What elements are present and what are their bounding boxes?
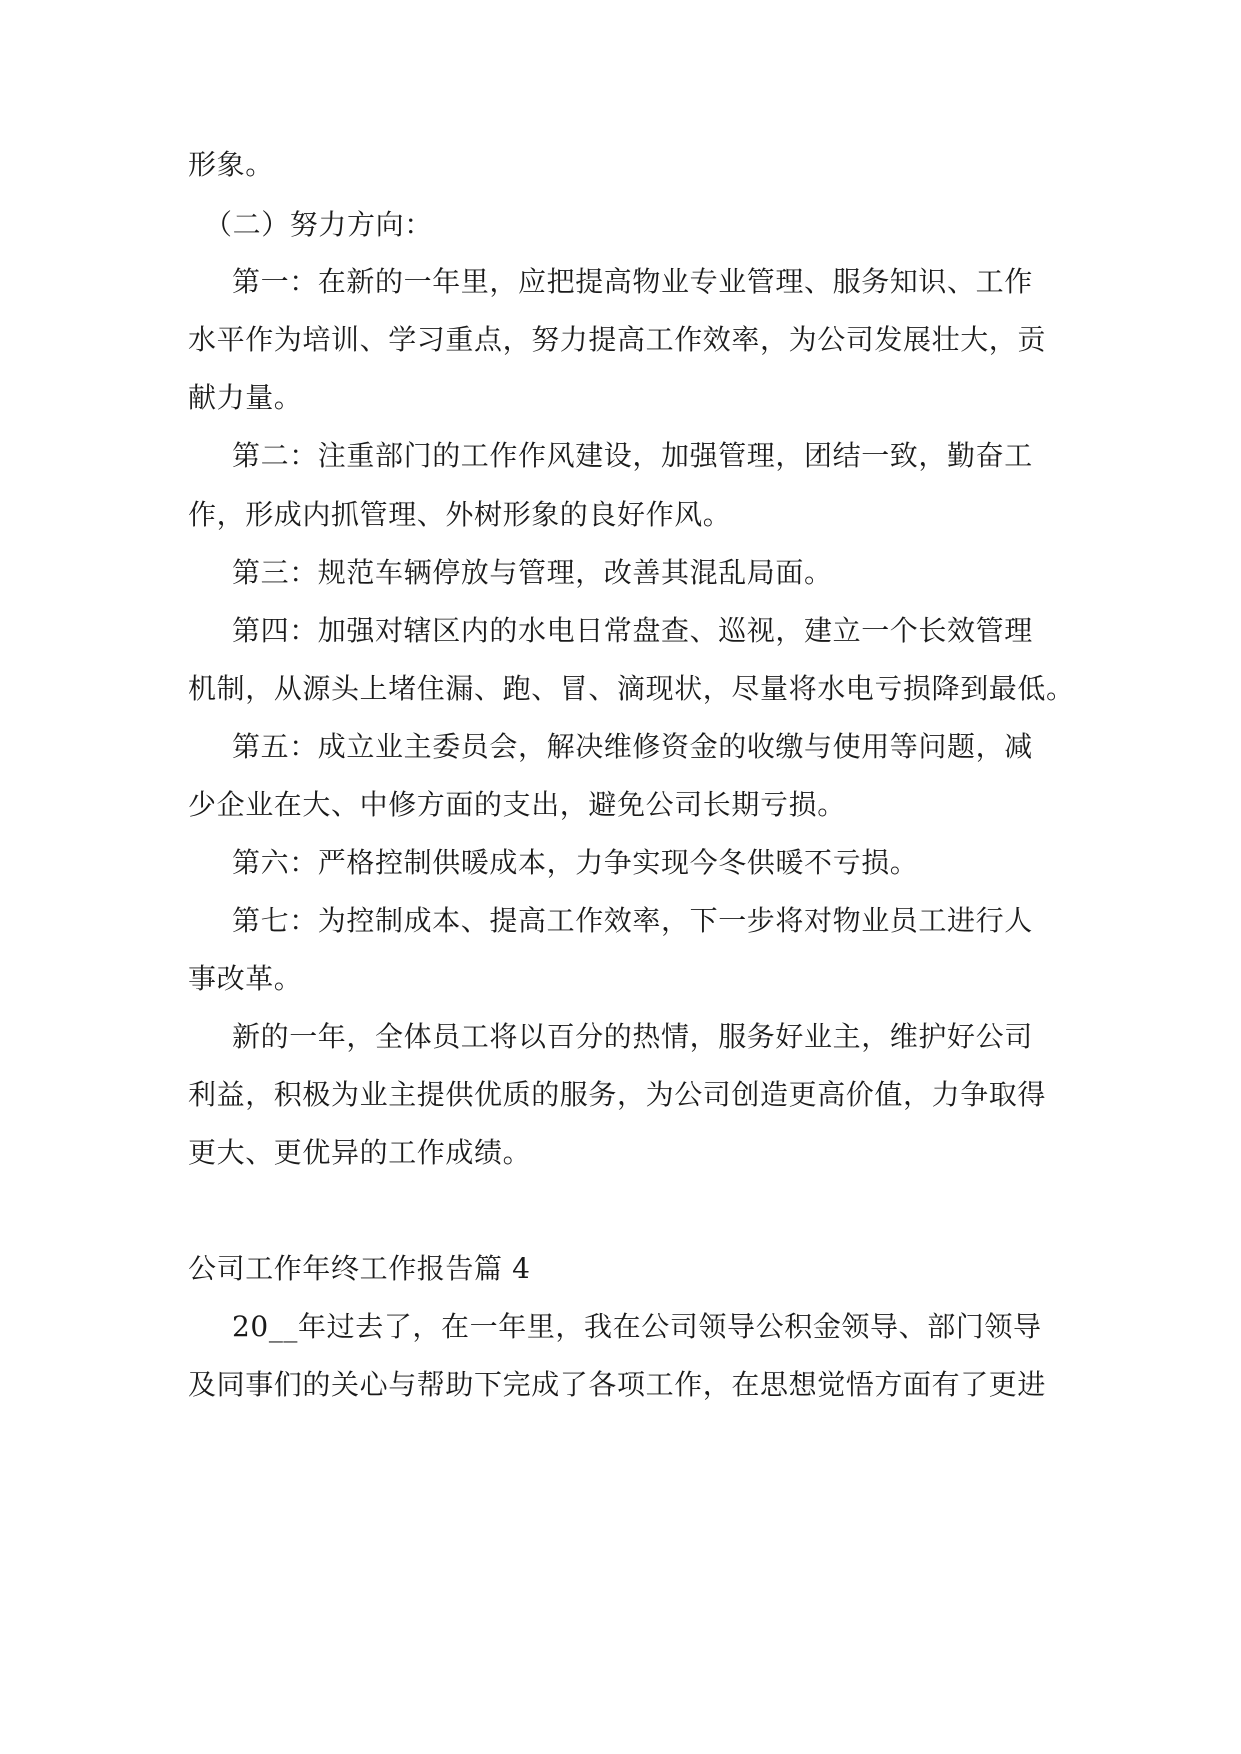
paragraph-line: 第四：加强对辖区内的水电日常盘查、巡视，建立一个长效管理	[232, 614, 1033, 647]
article-title: 公司工作年终工作报告篇 4	[188, 1252, 531, 1285]
paragraph-line: 水平作为培训、学习重点，努力提高工作效率，为公司发展壮大，贡	[188, 323, 1047, 356]
paragraph-line: 第六：严格控制供暖成本，力争实现今冬供暖不亏损。	[232, 846, 919, 879]
paragraph-line: 形象。	[188, 148, 274, 181]
paragraph-line: 第一：在新的一年里，应把提高物业专业管理、服务知识、工作	[232, 265, 1033, 298]
paragraph-line: 新的一年，全体员工将以百分的热情，服务好业主，维护好公司	[232, 1020, 1033, 1053]
paragraph-line: 作，形成内抓管理、外树形象的良好作风。	[188, 498, 732, 531]
paragraph-line: 少企业在大、中修方面的支出，避免公司长期亏损。	[188, 788, 846, 821]
paragraph-line: 第二：注重部门的工作作风建设，加强管理，团结一致，勤奋工	[232, 439, 1033, 472]
paragraph-line: 更大、更优异的工作成绩。	[188, 1136, 532, 1169]
paragraph-line: 20__年过去了，在一年里，我在公司领导公积金领导、部门领导	[232, 1310, 1042, 1343]
paragraph-line: 献力量。	[188, 381, 303, 414]
paragraph-line: 第五：成立业主委员会，解决维修资金的收缴与使用等问题，减	[232, 730, 1033, 763]
section-heading: （二）努力方向：	[204, 208, 433, 241]
paragraph-line: 及同事们的关心与帮助下完成了各项工作，在思想觉悟方面有了更进	[188, 1368, 1047, 1401]
paragraph-line: 利益，积极为业主提供优质的服务，为公司创造更高价值，力争取得	[188, 1078, 1047, 1111]
paragraph-line: 机制，从源头上堵住漏、跑、冒、滴现状，尽量将水电亏损降到最低。	[188, 672, 1075, 705]
paragraph-line: 第七：为控制成本、提高工作效率，下一步将对物业员工进行人	[232, 904, 1033, 937]
paragraph-line: 事改革。	[188, 962, 303, 995]
paragraph-line: 第三：规范车辆停放与管理，改善其混乱局面。	[232, 556, 833, 589]
